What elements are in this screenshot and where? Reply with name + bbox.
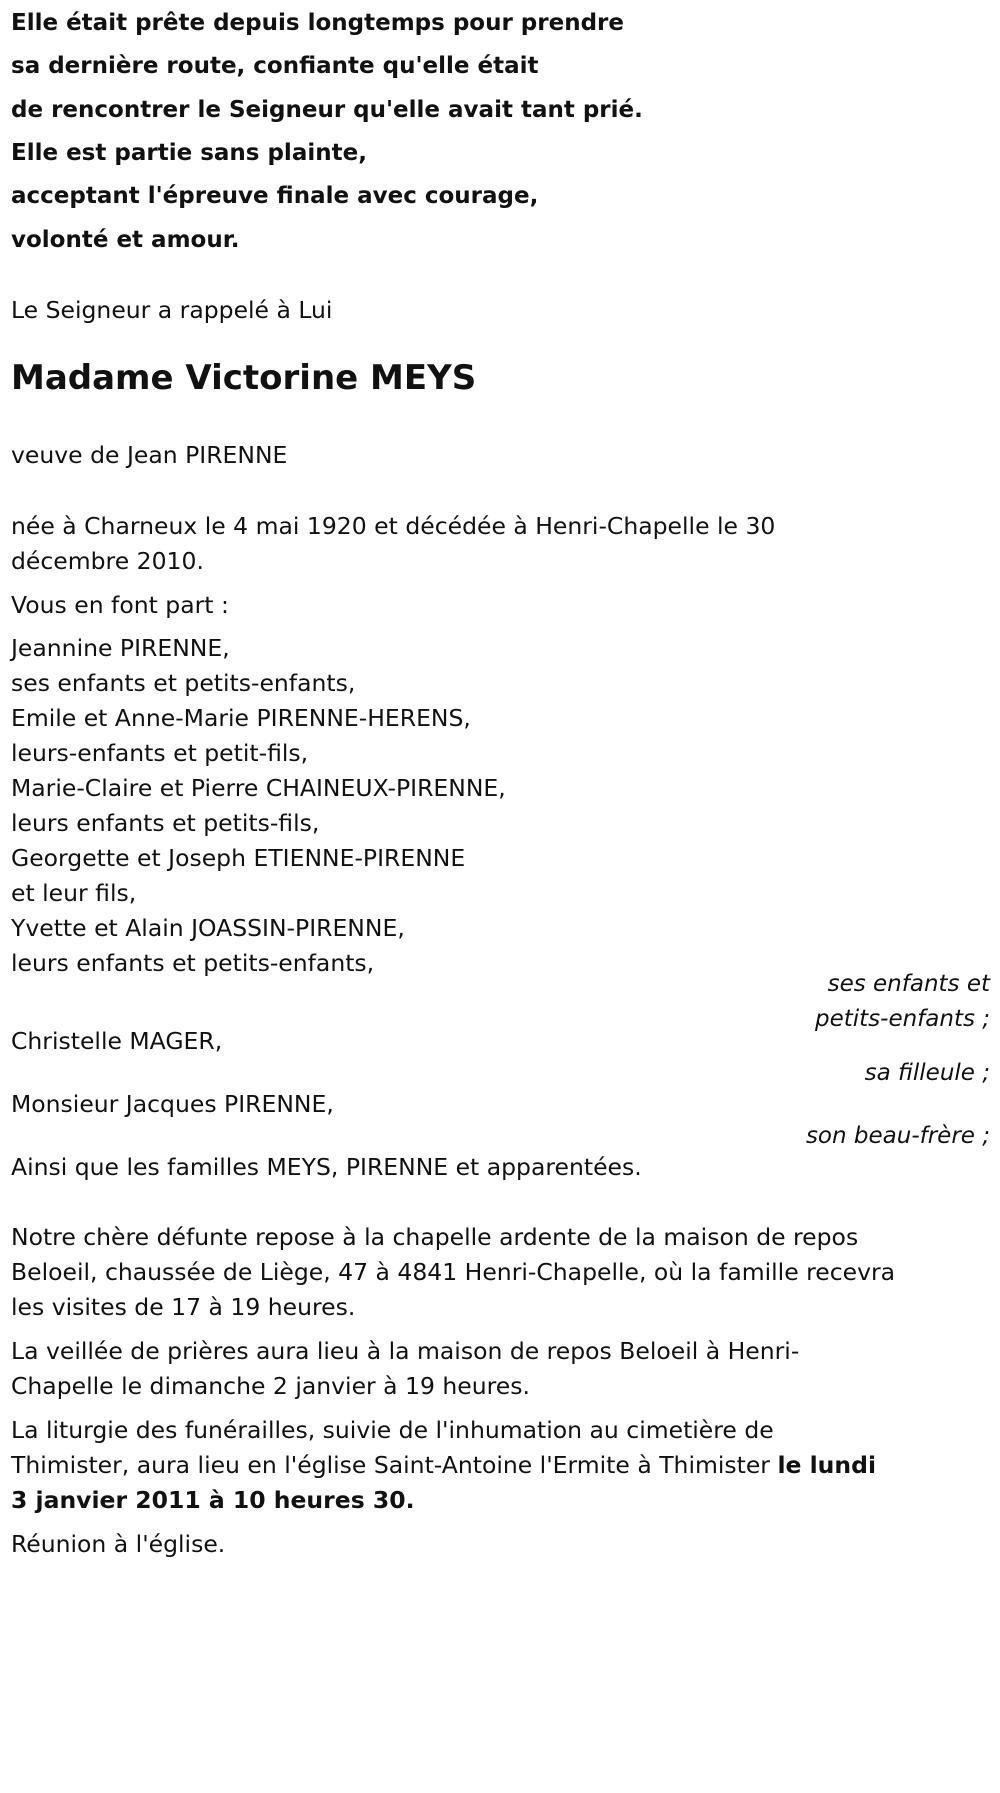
deceased-name: Madame Victorine MEYS: [11, 358, 477, 398]
brother-in-law-role: son beau-frère ;: [805, 1123, 990, 1149]
birth-death-line-2: décembre 2010.: [11, 547, 204, 575]
family-line: leurs-enfants et petit-fils,: [11, 739, 309, 767]
liturgy-date-bold-1: le lundi: [777, 1451, 877, 1479]
family-line: Yvette et Alain JOASSIN-PIRENNE,: [11, 914, 405, 942]
chapel-line-1: Notre chère défunte repose à la chapelle ardente de la maison de repos: [11, 1223, 859, 1251]
liturgy-line-2: [11, 1450, 876, 1480]
announce-text: Vous en font part :: [11, 591, 229, 619]
liturgy-line-2-text: Thimister, aura lieu en l'église Saint-Antoine l'Ermite à Thimister: [11, 1451, 770, 1479]
family-line: leurs enfants et petits-enfants,: [11, 949, 375, 977]
family-role-line-1: ses enfants et: [827, 971, 990, 997]
brother-in-law-name: Monsieur Jacques PIRENNE,: [11, 1090, 334, 1118]
goddaughter-name: Christelle MAGER,: [11, 1027, 223, 1055]
chapel-line-2: Beloeil, chaussée de Liège, 47 à 4841 Henri-Chapelle, où la famille recevra: [11, 1258, 896, 1286]
chapel-line-3: les visites de 17 à 19 heures.: [11, 1293, 356, 1321]
poem-line-6: volonté et amour.: [11, 227, 240, 253]
family-line: Jeannine PIRENNE,: [11, 634, 230, 662]
poem-line-4: Elle est partie sans plainte,: [11, 140, 367, 166]
poem-line-1: Elle était prête depuis longtemps pour prendre: [11, 10, 624, 36]
poem-line-2: sa dernière route, confiante qu'elle était: [11, 53, 539, 79]
meeting-line: Réunion à l'église.: [11, 1530, 226, 1558]
liturgy-line-3: [11, 1485, 415, 1515]
family-line: Georgette et Joseph ETIENNE-PIRENNE: [11, 844, 466, 872]
family-line: leurs enfants et petits-fils,: [11, 809, 320, 837]
widow-line: veuve de Jean PIRENNE: [11, 441, 288, 469]
poem-line-5: acceptant l'épreuve finale avec courage,: [11, 183, 539, 209]
family-line: et leur fils,: [11, 879, 137, 907]
vigil-line-1: La veillée de prières aura lieu à la maison de repos Beloeil à Henri-: [11, 1337, 800, 1365]
family-line: Emile et Anne-Marie PIRENNE-HERENS,: [11, 704, 471, 732]
family-role-line-2: petits-enfants ;: [814, 1006, 990, 1032]
vigil-line-2: Chapelle le dimanche 2 janvier à 19 heures.: [11, 1372, 530, 1400]
liturgy-line-1: La liturgie des funérailles, suivie de l'inhumation au cimetière de: [11, 1416, 774, 1444]
family-line: Marie-Claire et Pierre CHAINEUX-PIRENNE,: [11, 774, 506, 802]
birth-death-line-1: née à Charneux le 4 mai 1920 et décédée à Henri-Chapelle le 30: [11, 512, 776, 540]
goddaughter-role: sa filleule ;: [864, 1060, 990, 1086]
intro-text: Le Seigneur a rappelé à Lui: [11, 296, 333, 324]
liturgy-date-bold-2: 3 janvier 2011 à 10 heures 30.: [11, 1486, 415, 1514]
poem-line-3: de rencontrer le Seigneur qu'elle avait tant prié.: [11, 97, 643, 123]
families-line: Ainsi que les familles MEYS, PIRENNE et apparentées.: [11, 1153, 642, 1181]
family-line: ses enfants et petits-enfants,: [11, 669, 356, 697]
